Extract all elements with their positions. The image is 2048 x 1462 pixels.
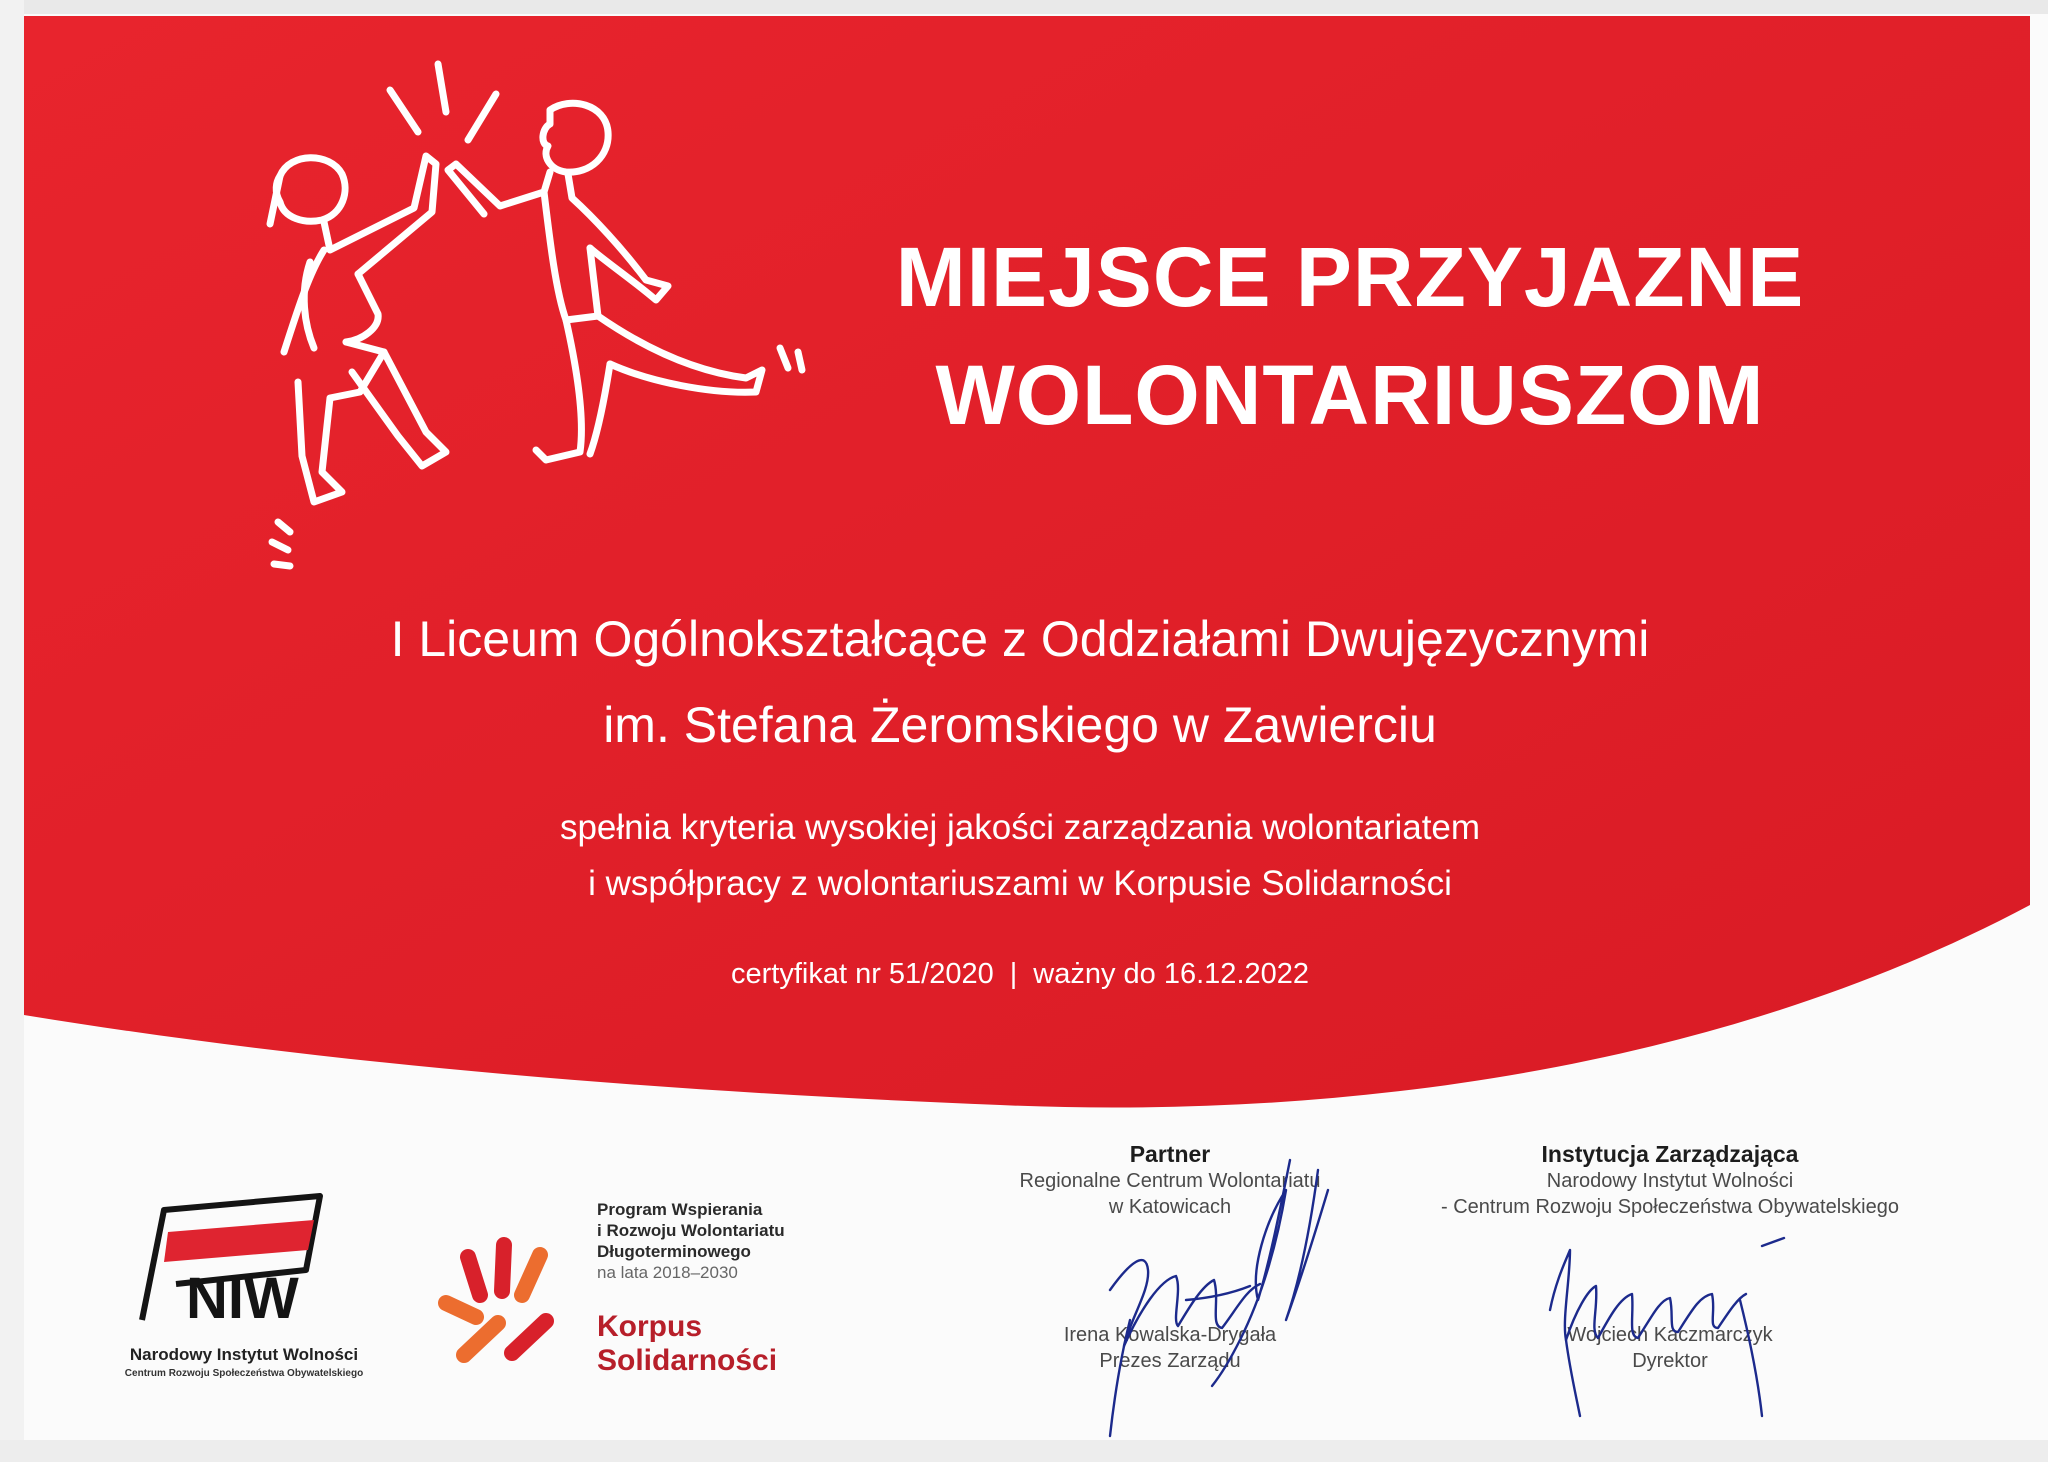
certificate-info (600, 954, 1440, 994)
title-line-2: WOLONTARIUSZOM (935, 348, 1765, 442)
korpus-brand (597, 1310, 777, 1378)
recipient-line-1: I Liceum Ogólnokształcące z Oddziałami Dwujęzycznymi (390, 611, 1650, 667)
certificate-validity: ważny do 16.12.2022 (1033, 958, 1310, 990)
korpus-program (597, 1199, 785, 1283)
institution-signature-icon (1540, 1220, 1800, 1420)
recipient-name (180, 596, 1860, 768)
certificate-separator: | (1009, 958, 1018, 990)
korpus-hand-icon (428, 1225, 578, 1375)
niw-logo-icon (124, 1188, 374, 1328)
korpus-brand-line-1: Korpus (597, 1310, 702, 1343)
korpus-brand-line-2: Solidarności (597, 1344, 778, 1377)
high-five-illustration-icon (250, 52, 810, 592)
niw-name: Narodowy Instytut Wolności (129, 1345, 359, 1364)
institution-title: Instytucja Zarządzająca (1541, 1141, 1799, 1167)
korpus-program-line-3: Długoterminowego (597, 1242, 751, 1261)
title-line-1: MIEJSCE PRZYJAZNE (895, 230, 1805, 324)
partner-org-line-2: w Katowicach (1108, 1196, 1232, 1218)
institution-role: Dyrektor (1632, 1350, 1708, 1372)
certificate-title (860, 218, 1840, 454)
statement-line-2: i współpracy z wolontariuszami w Korpusie Solidarności (588, 864, 1452, 903)
statement-line-1: spełnia kryteria wysokiej jakości zarządzania wolontariatem (559, 808, 1481, 847)
partner-person: Irena Kowalska-Drygała (1063, 1324, 1277, 1346)
partner-role: Prezes Zarządu (1099, 1350, 1241, 1372)
niw-subtitle: Centrum Rozwoju Społeczeństwa Obywatelskiego (124, 1368, 364, 1379)
institution-org-line-1: Narodowy Instytut Wolności (1546, 1170, 1794, 1192)
korpus-program-line-2: i Rozwoju Wolontariatu (597, 1221, 785, 1240)
certificate-statement (300, 800, 1740, 912)
recipient-line-2: im. Stefana Żeromskiego w Zawierciu (603, 697, 1437, 753)
niw-logo-text: NIW (186, 1266, 299, 1328)
partner-org-line-1: Regionalne Centrum Wolontariatu (1019, 1170, 1321, 1192)
korpus-program-years: na lata 2018–2030 (597, 1263, 738, 1282)
certificate-number: certyfikat nr 51/2020 (730, 958, 994, 990)
partner-title: Partner (1129, 1141, 1211, 1167)
institution-block (1390, 1140, 1950, 1220)
korpus-program-line-1: Program Wspierania (597, 1200, 763, 1219)
institution-org-line-2: - Centrum Rozwoju Społeczeństwa Obywatelskiego (1441, 1196, 1899, 1218)
partner-signature-icon (1090, 1150, 1350, 1440)
institution-person: Wojciech Kaczmarczyk (1567, 1324, 1773, 1346)
